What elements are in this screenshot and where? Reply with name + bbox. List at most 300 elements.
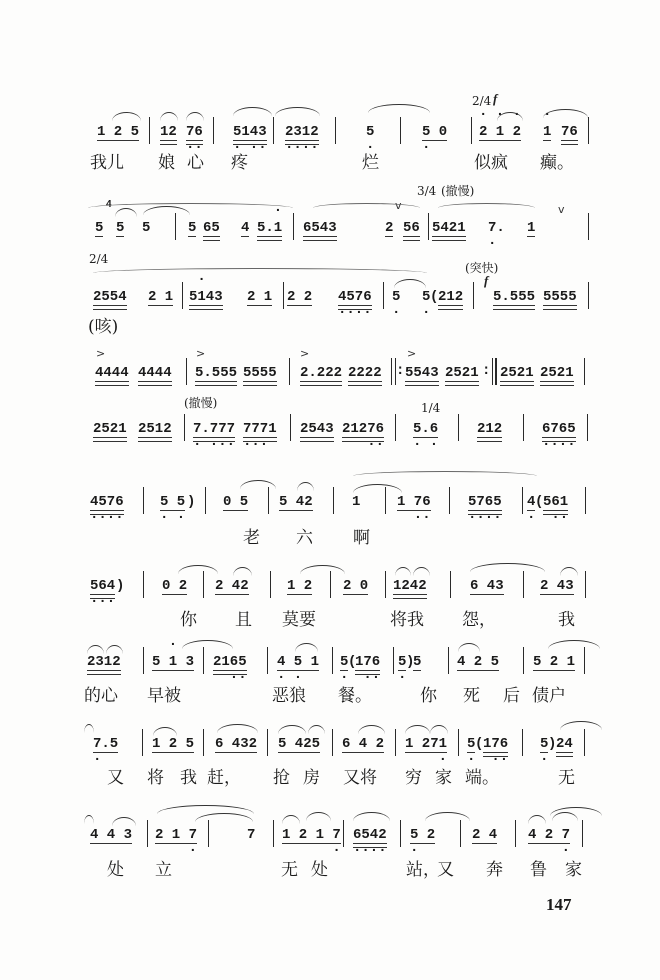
slur-arc: [112, 112, 141, 121]
high-octave-dots: · · ·: [479, 107, 522, 123]
note-text: ): [406, 654, 415, 670]
note-text: 5 425: [278, 736, 321, 752]
slur-arc: [528, 815, 546, 824]
note-group: [233, 122, 267, 156]
note-text: 2 1: [247, 289, 273, 305]
note-group: [543, 492, 569, 526]
note-group: [162, 576, 187, 595]
high-octave-dots: ·: [152, 637, 178, 653]
accent-mark: >: [196, 347, 206, 360]
note-text: 2 1: [148, 289, 174, 305]
low-octave-dots: ··: [213, 670, 247, 686]
lyric-syllable: 我儿: [90, 153, 124, 173]
lyric-syllable: 且: [235, 610, 252, 630]
high-octave-dots: ·: [257, 203, 283, 219]
barline: [290, 414, 291, 441]
note-text: 2222: [348, 365, 382, 381]
barline: [147, 820, 148, 847]
barline: [473, 282, 474, 309]
note-text: 564: [90, 578, 116, 594]
note-text: 2 2: [287, 289, 313, 305]
lyric-syllable: 处: [107, 860, 124, 880]
note-text: 2543: [300, 421, 334, 437]
note-group: [540, 363, 574, 382]
slur-arc: [297, 482, 314, 491]
note-text: 5 2: [410, 827, 436, 843]
barline: [273, 117, 274, 144]
note-text: 5 5: [160, 494, 186, 510]
note-group: [87, 652, 121, 671]
barline: [333, 487, 334, 514]
note-group: [543, 107, 552, 141]
note-text: ): [187, 494, 196, 510]
barline: [522, 487, 523, 514]
note-group: [243, 419, 277, 453]
note-group: [355, 652, 381, 686]
note-group: [223, 492, 248, 511]
lyric-syllable: 我: [180, 768, 197, 788]
note-text: 1 2 5: [152, 736, 195, 752]
barline: [450, 571, 451, 598]
note-text: 4 4 3: [90, 827, 133, 843]
note-group: [247, 287, 272, 306]
lyric-syllable: 又将: [343, 768, 377, 788]
note-group: [213, 652, 247, 686]
barline: [203, 647, 204, 674]
phrase-line: [88, 203, 293, 208]
lyric-syllable: 房: [303, 768, 320, 788]
note-group: [438, 287, 463, 306]
note-group: [457, 652, 499, 671]
note-group: [542, 419, 576, 453]
note-text: 4: [241, 220, 250, 236]
barline: [143, 571, 144, 598]
note-text: 2.222: [300, 365, 343, 381]
lyric-syllable: 站，: [406, 860, 440, 880]
note-text: 5555: [243, 365, 277, 381]
slur-arc: [275, 107, 320, 116]
note-group: [138, 419, 172, 438]
slur-arc: [115, 208, 137, 217]
note-group: [93, 734, 119, 768]
note-group: [385, 218, 393, 237]
low-octave-dots: · ···: [193, 437, 236, 453]
slur-arc: [413, 567, 430, 576]
high-octave-dots: ·: [543, 107, 552, 123]
note-text: 5: [340, 654, 349, 670]
barline: [175, 213, 176, 240]
note-group: [155, 825, 198, 859]
note-text: 2521: [540, 365, 574, 381]
note-text: 5.6: [413, 421, 439, 437]
slur-arc: [195, 813, 253, 822]
note-text: 5: [95, 220, 104, 236]
note-group: [160, 122, 177, 141]
slur-arc: [358, 725, 385, 734]
low-octave-dots: ··: [355, 670, 381, 686]
low-octave-dots: ·: [422, 305, 431, 321]
lyric-syllable: 似疯: [474, 153, 508, 173]
low-octave-dots: ·: [488, 236, 497, 252]
slur-arc: [394, 279, 426, 288]
note-text: ): [116, 578, 125, 594]
barline: [428, 213, 429, 240]
lyric-syllable: 心: [187, 153, 204, 173]
barline: [203, 571, 204, 598]
lyric-syllable: 癫。: [540, 153, 574, 173]
note-group: [215, 734, 257, 753]
phrase-line: [313, 203, 420, 208]
low-octave-dots: ·: [398, 670, 407, 686]
time-signature: 2/4: [472, 94, 492, 108]
low-octave-dots: ····: [285, 140, 319, 156]
note-text: 2 4: [472, 827, 498, 843]
slur-arc: [353, 484, 402, 493]
barline: [270, 571, 271, 598]
note-group: [278, 734, 320, 753]
barline: [584, 647, 585, 674]
low-octave-dots: ·: [527, 510, 536, 526]
barline: [213, 117, 214, 144]
barline: [522, 729, 523, 756]
note-text: 5 1 3: [152, 654, 195, 670]
barline: [385, 571, 386, 598]
low-octave-dots: ·: [422, 140, 431, 156]
barline: [460, 820, 461, 847]
slur-arc: [458, 643, 480, 652]
note-group: [342, 734, 384, 753]
note-text: ): [548, 736, 557, 752]
lyric-syllable: 家: [435, 768, 452, 788]
barline: [393, 647, 394, 674]
phrase-line: [438, 203, 535, 208]
slur-arc: [306, 812, 331, 821]
note-text: 4 5 1: [277, 654, 320, 670]
lyric-syllable: 无: [558, 768, 575, 788]
note-text: 4 2 7: [528, 827, 571, 843]
note-text: 5: [422, 289, 431, 305]
note-group: [470, 576, 504, 595]
low-octave-dots: ···: [243, 437, 269, 453]
slur-arc: [233, 567, 252, 576]
slur-arc: [543, 107, 588, 123]
phrase-line: [93, 268, 427, 273]
note-text: 5: [116, 220, 125, 236]
note-text: 6 432: [215, 736, 258, 752]
note-group: [392, 287, 401, 321]
slur-arc: [182, 640, 233, 649]
lyric-syllable: 抢: [273, 768, 290, 788]
note-text: 5: [413, 654, 422, 670]
lyric-syllable: 死: [463, 686, 480, 706]
barline: [332, 729, 333, 756]
low-octave-dots: ··: [543, 510, 569, 526]
note-text: 7771: [243, 421, 277, 437]
low-octave-dots: ·: [540, 752, 549, 768]
note-group: [90, 825, 132, 844]
low-octave-dots: · ·: [413, 437, 439, 453]
note-text: 212: [438, 289, 464, 305]
slur-arc: [112, 817, 136, 826]
note-text: 2512: [138, 421, 172, 437]
note-text: 12: [160, 124, 177, 140]
note-text: 5143: [189, 289, 223, 305]
note-group: [152, 734, 194, 753]
low-octave-dots: ·: [392, 305, 401, 321]
slur-arc: [353, 812, 390, 821]
note-group: [483, 734, 509, 768]
note-group: [493, 287, 535, 306]
note-text: 561: [543, 494, 569, 510]
lyric-syllable: 六: [296, 528, 313, 548]
note-group: [477, 419, 502, 438]
note-group: [282, 825, 341, 859]
note-group: [410, 825, 436, 859]
note-text: 1: [352, 494, 361, 510]
note-group: [241, 218, 249, 237]
barline: [184, 414, 185, 441]
note-text: 4: [527, 494, 536, 510]
barline: [267, 729, 268, 756]
note-text: (: [348, 654, 357, 670]
note-text: 0 5: [223, 494, 249, 510]
note-text: 1 76: [397, 494, 431, 510]
lyric-syllable: 又: [107, 768, 124, 788]
repeat-end-dots: :: [482, 363, 491, 379]
lyric-syllable: 处: [311, 860, 328, 880]
lyric-syllable: 餐。: [338, 686, 372, 706]
barline: [383, 282, 384, 309]
barline: [395, 729, 396, 756]
lyric-syllable: 赶，: [207, 768, 241, 788]
note-text: 56: [403, 220, 420, 236]
lyric-syllable: 娘: [158, 153, 175, 173]
note-group: [189, 272, 223, 306]
note-group: [405, 734, 448, 768]
note-group: [479, 107, 522, 141]
lyric-syllable: 你: [180, 610, 197, 630]
note-group: [472, 825, 497, 844]
note-text: (: [475, 736, 484, 752]
note-text: 1 2: [287, 578, 313, 594]
barline: [343, 820, 344, 847]
note-group: [116, 218, 124, 237]
barline: [523, 647, 524, 674]
low-octave-dots: ·: [528, 843, 571, 859]
note-text: 76: [561, 124, 578, 140]
note-group: [188, 218, 196, 237]
note-text: 5543: [405, 365, 439, 381]
barline: [588, 117, 589, 144]
low-octave-dots: ·: [410, 843, 419, 859]
slur-arc: [106, 645, 123, 654]
barline: [293, 213, 294, 240]
note-text: 5: [366, 124, 375, 140]
slur-arc: [300, 565, 345, 574]
low-octave-dots: ·: [340, 670, 349, 686]
low-octave-dots: ····: [542, 437, 576, 453]
note-group: [142, 218, 150, 236]
tie-continuation: [84, 724, 94, 733]
note-group: [403, 218, 420, 237]
note-group: [300, 363, 342, 382]
note-text: 5: [398, 654, 407, 670]
lyric-syllable: 烂: [362, 153, 379, 173]
accent-mark: >: [96, 347, 106, 360]
low-octave-dots: · ··: [233, 140, 267, 156]
note-group: [528, 825, 571, 859]
barline: [186, 358, 187, 385]
note-group: [95, 363, 129, 382]
note-text: 6 4 2: [342, 736, 385, 752]
note-text: 2521: [445, 365, 479, 381]
note-text: 5421: [432, 220, 466, 236]
slur-arc: [87, 645, 104, 654]
barline: [149, 117, 150, 144]
note-text: 212: [477, 421, 503, 437]
note-group: [413, 652, 421, 671]
note-text: 65: [203, 220, 220, 236]
note-text: 5.1: [257, 220, 283, 236]
low-octave-dots: ·: [467, 752, 476, 768]
lyric-syllable: 鲁: [530, 860, 547, 880]
note-group: [279, 492, 313, 511]
note-group: [93, 419, 127, 438]
note-group: [90, 492, 124, 526]
note-text: 2312: [87, 654, 121, 670]
note-text: 5 0: [422, 124, 448, 140]
accent-mark: >: [407, 347, 417, 360]
lyric-syllable: 家: [565, 860, 582, 880]
high-octave-dots: ·: [189, 272, 206, 288]
note-text: 1 2 1 7: [282, 827, 341, 843]
barline: [449, 487, 450, 514]
note-group: [561, 122, 578, 141]
lyric-syllable: 债户: [532, 686, 566, 706]
low-octave-dots: ····: [468, 510, 502, 526]
note-group: [343, 576, 368, 595]
barline: [268, 487, 269, 514]
barline: [203, 729, 204, 756]
note-text: 6543: [303, 220, 337, 236]
barline: [585, 487, 586, 514]
note-group: [543, 287, 577, 306]
note-text: 5555: [543, 289, 577, 305]
repeat-start-dots: :: [396, 363, 405, 379]
barline: [523, 571, 524, 598]
note-group: [468, 492, 502, 526]
note-text: 4576: [338, 289, 372, 305]
note-text: 2 1 7: [155, 827, 198, 843]
slur-arc: [160, 112, 178, 121]
barline: [588, 213, 589, 240]
note-text: 2554: [93, 289, 127, 305]
note-text: 4576: [90, 494, 124, 510]
barline: [143, 647, 144, 674]
note-text: 2521: [93, 421, 127, 437]
page-number: 147: [546, 895, 572, 914]
lyric-syllable: 你: [420, 686, 437, 706]
note-text: 2 1 2: [479, 124, 522, 140]
low-octave-dots: ··: [186, 140, 203, 156]
note-group: [342, 419, 385, 453]
barline: [588, 282, 589, 309]
note-text: 2521: [500, 365, 534, 381]
note-group: [300, 419, 334, 438]
slur-arc: [425, 812, 470, 821]
note-group: [287, 576, 312, 595]
repeat-barline: [391, 358, 392, 385]
note-group: [152, 637, 195, 671]
lyric-syllable: 我: [558, 610, 575, 630]
note-text: 24: [556, 736, 573, 752]
paren-close: [187, 492, 195, 510]
barline: [584, 729, 585, 756]
note-text: (: [430, 289, 439, 305]
slur-arc: [405, 725, 430, 734]
tempo-mark: (突快): [465, 261, 499, 275]
note-text: 5 42: [279, 494, 313, 510]
time-signature: 3/4: [417, 184, 437, 198]
slur-arc: [368, 104, 430, 113]
lyric-syllable: 恶狼: [272, 686, 306, 706]
barline: [283, 282, 284, 309]
note-text: 1: [527, 220, 536, 236]
note-text: 21276: [342, 421, 385, 437]
interjection: (咳): [88, 317, 119, 337]
note-text: 4 2 5: [457, 654, 500, 670]
note-group: [413, 419, 439, 453]
low-octave-dots: ··: [397, 510, 431, 526]
barline: [182, 282, 183, 309]
lyric-syllable: 啊: [353, 528, 370, 548]
slur-arc: [395, 567, 411, 576]
slur-arc: [560, 721, 602, 730]
slur-arc: [308, 725, 325, 734]
note-group: [540, 576, 574, 595]
note-text: 4444: [95, 365, 129, 381]
barline: [458, 729, 459, 756]
barline: [273, 820, 274, 847]
note-group: [195, 363, 237, 382]
note-text: 5143: [233, 124, 267, 140]
note-text: 6542: [353, 827, 387, 843]
note-text: 76: [186, 124, 203, 140]
note-text: 6 43: [470, 578, 504, 594]
lyric-syllable: 将: [147, 768, 164, 788]
barline: [332, 647, 333, 674]
barline: [448, 647, 449, 674]
note-text: 7.5: [93, 736, 119, 752]
slur-arc: [153, 727, 177, 736]
note-group: [160, 492, 186, 526]
note-group: [353, 825, 387, 859]
dynamic-mark: f: [484, 273, 489, 288]
note-group: [93, 287, 127, 306]
note-group: [556, 734, 573, 753]
phrase-line: [353, 471, 537, 476]
note-group: [186, 122, 203, 156]
lyric-syllable: 莫要: [282, 610, 316, 630]
note-group: [432, 218, 466, 237]
slur-arc: [560, 567, 578, 576]
lyric-syllable: 立: [155, 860, 172, 880]
note-text: 5: [142, 220, 151, 236]
note-text: 1: [543, 124, 552, 140]
barline: [205, 487, 206, 514]
repeat-barline: [495, 358, 497, 385]
slur-arc: [282, 815, 300, 824]
